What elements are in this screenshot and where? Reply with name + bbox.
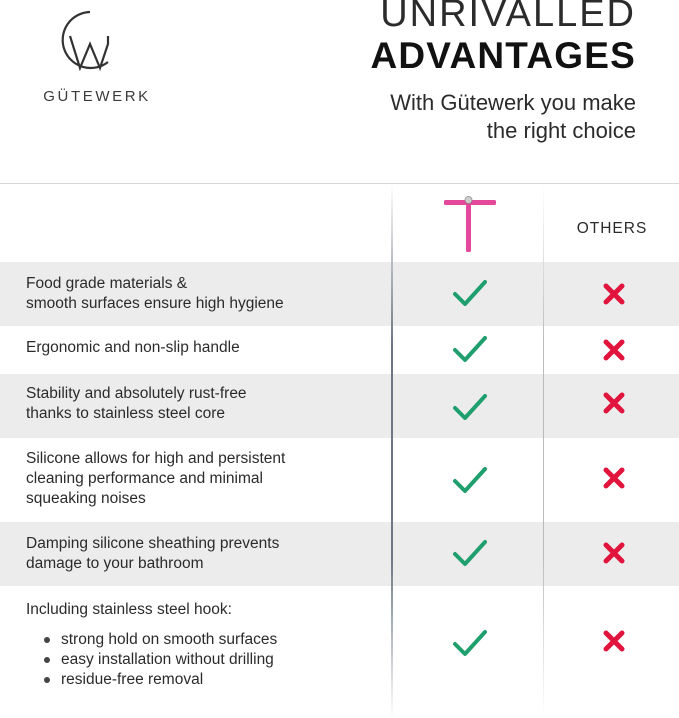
red-cross-icon (602, 391, 626, 415)
red-cross-icon (602, 466, 626, 490)
row-text (26, 534, 279, 574)
headline (370, 0, 636, 145)
list-item: easy installation without drilling (26, 650, 277, 670)
row-text-line: damage to your bathroom (26, 555, 204, 572)
list-item: residue-free removal (26, 670, 277, 690)
brand-logo (22, 6, 152, 106)
table-row (0, 374, 679, 438)
row-text (26, 274, 284, 314)
green-check-icon (452, 539, 488, 569)
row-text-line: Damping silicone sheathing prevents (26, 535, 280, 552)
row-text-line: Food grade materials & (26, 275, 188, 292)
column-divider (543, 184, 544, 718)
row-text-line: Ergonomic and non-slip handle (26, 339, 240, 356)
row-text (26, 449, 285, 509)
table-row (0, 262, 679, 326)
bullet-list (26, 630, 277, 690)
pink-squeegee-icon (444, 196, 496, 254)
row-text-line: squeaking noises (26, 490, 146, 507)
subtitle-line2: the right choice (486, 118, 636, 143)
subtitle (370, 89, 636, 145)
table-row (0, 586, 679, 718)
row-text-line: thanks to stainless steel core (26, 405, 226, 422)
row-text (26, 338, 240, 358)
list-item: strong hold on smooth surfaces (26, 630, 277, 650)
red-cross-icon (602, 338, 626, 362)
row-text (26, 600, 277, 690)
row-text-line: smooth surfaces ensure high hygiene (26, 295, 284, 312)
row-text (26, 384, 247, 424)
brand-name: GÜTEWERK (43, 88, 151, 105)
gw-monogram-logo-icon (50, 6, 120, 84)
green-check-icon (452, 393, 488, 423)
red-cross-icon (602, 541, 626, 565)
column-divider (391, 184, 393, 718)
red-cross-icon (602, 282, 626, 306)
others-header: OTHERS (576, 220, 648, 237)
green-check-icon (452, 629, 488, 659)
red-cross-icon (602, 629, 626, 653)
green-check-icon (452, 466, 488, 496)
green-check-icon (452, 279, 488, 309)
green-check-icon (452, 335, 488, 365)
table-row (0, 522, 679, 586)
table-row (0, 326, 679, 374)
row-text-line: Stability and absolutely rust-free (26, 385, 247, 402)
subtitle-line1: With Gütewerk you make (390, 90, 636, 115)
row-text-line: cleaning performance and minimal (26, 470, 263, 487)
headline-line2: ADVANTAGES (370, 35, 636, 76)
comparison-table (0, 183, 679, 718)
row-text-line: Including stainless steel hook: (26, 601, 232, 618)
table-row (0, 438, 679, 522)
row-text-line: Silicone allows for high and persistent (26, 450, 286, 467)
headline-line1: UNRIVALLED (380, 0, 636, 35)
